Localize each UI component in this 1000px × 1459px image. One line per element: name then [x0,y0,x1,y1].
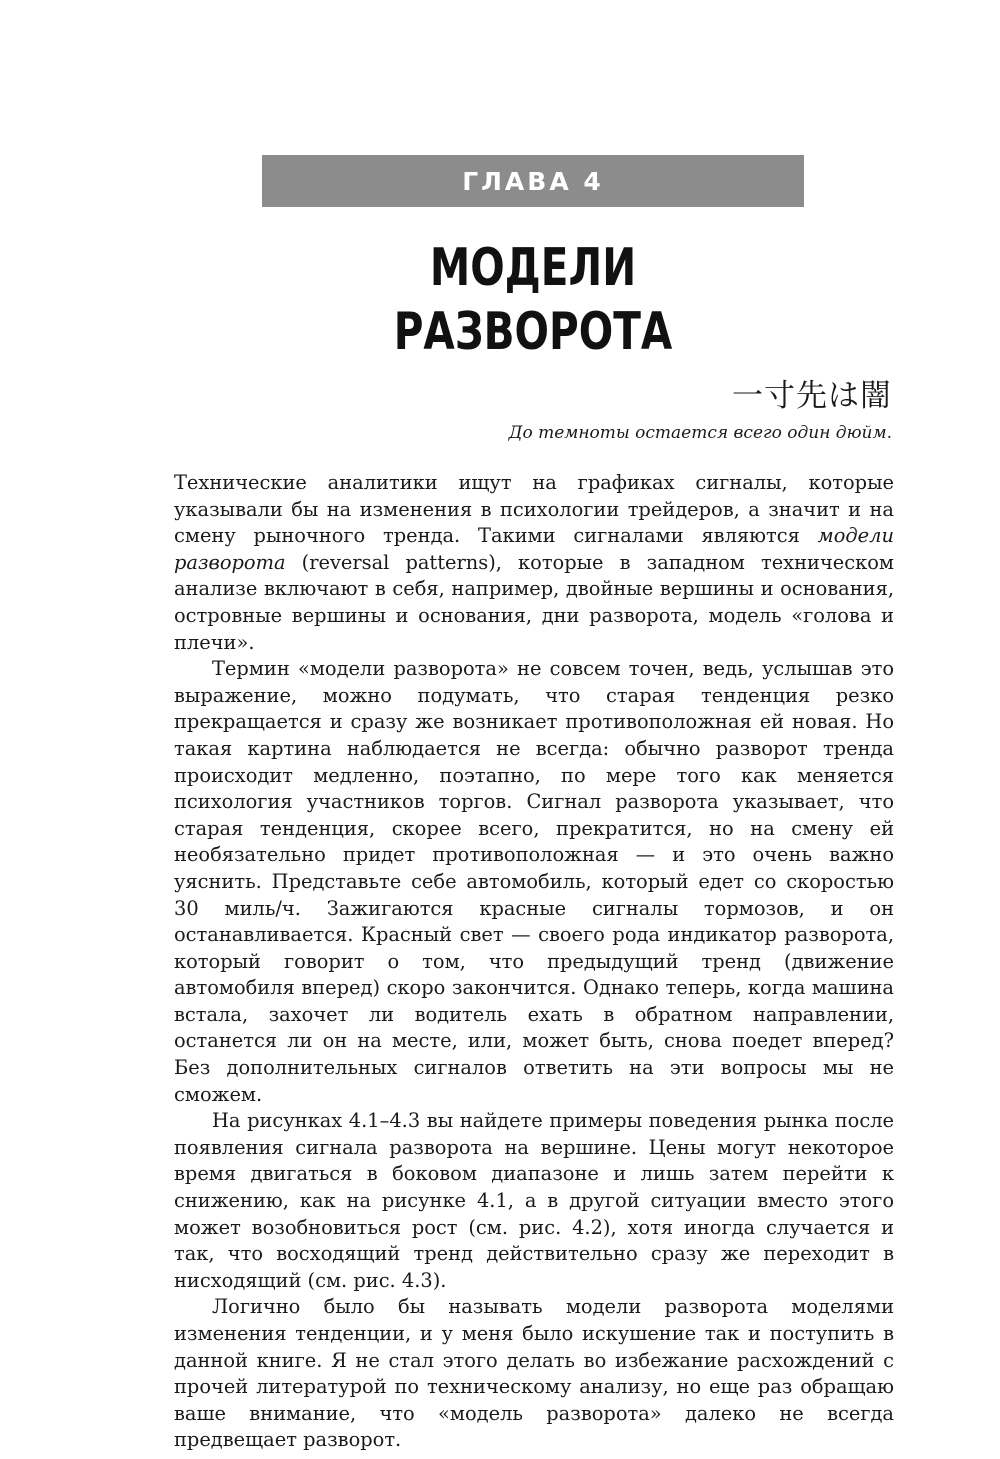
epigraph-translation: До темноты остается всего один дюйм. [508,423,892,443]
paragraph-3: На рисунках 4.1–4.3 вы найдете примеры поведения рынка после появления сигнала разворота на вершине. Цены могут некоторое время двигаться в боковом диапазоне и лишь затем перейти к снижению, как на рисунке 4.1, а в другой ситуации вместо этого может возобновиться рост (см. рис. 4.2), хотя иногда случается и так, что восходящий тренд действительно сразу же переходит в нисходящий (см. рис. 4.3). [174,1109,894,1292]
paragraph-2: Термин «модели разворота» не совсем точен, ведь, услышав это выражение, можно подумать, что старая тенденция резко прекращается и сразу же возникает противоположная ей новая. Но такая картина наблюдается не всегда: обычно разворот тренда происходит медленно, поэтапно, по мере того как меняется психология участников торгов. Сигнал разворота указывает, что старая тенденция, скорее всего, прекратится, но на смену ей необязательно придет противоположная — и это очень важно уяснить. Представьте себе автомобиль, который едет со скоростью 30 миль/ч. Зажигаются красные сигналы тормозов, и он останавливается. Красный свет — своего рода индикатор разворота, который говорит о том, что предыдущий тренд (движение автомобиля вперед) скоро закончится. Однако теперь, когда машина встала, захочет ли водитель ехать в обратном направлении, останется ли он на месте, или, может быть, снова поедет вперед? Без дополнительных сигналов ответить на эти вопросы мы не сможем. [174,657,894,1106]
chapter-title: МОДЕЛИ РАЗВОРОТА [393,238,673,362]
paragraph-4: Логично было бы называть модели разворота моделями изменения тенденции, и у меня было искушение так и поступить в данной книге. Я не стал этого делать во избежание расхождений с прочей литературой по техническому анализу, но еще раз обращаю ваше внимание, что «модель разворота» далеко не всегда предвещает разворот. [174,1295,894,1452]
chapter-label: ГЛАВА 4 [462,166,604,196]
paragraph-1-before: Технические аналитики ищут на графиках сигналы, которые указывали бы на изменения в психологии трейдеров, а значит и на смену рыночного тренда. Такими сигналами являются [174,471,894,548]
chapter-label-band [262,155,804,207]
paragraph-1-emphasis: модели разворота [174,524,894,574]
epigraph-original: 一寸先は闇 [732,378,892,414]
body-text [174,470,894,1454]
paragraph-1 [174,470,894,656]
paragraph-1-after: (reversal patterns), которые в западном техническом анализе включают в себя, например, двойные вершины и основания, островные вершины и основания, дни разворота, модель «голова и плечи». [174,550,894,654]
